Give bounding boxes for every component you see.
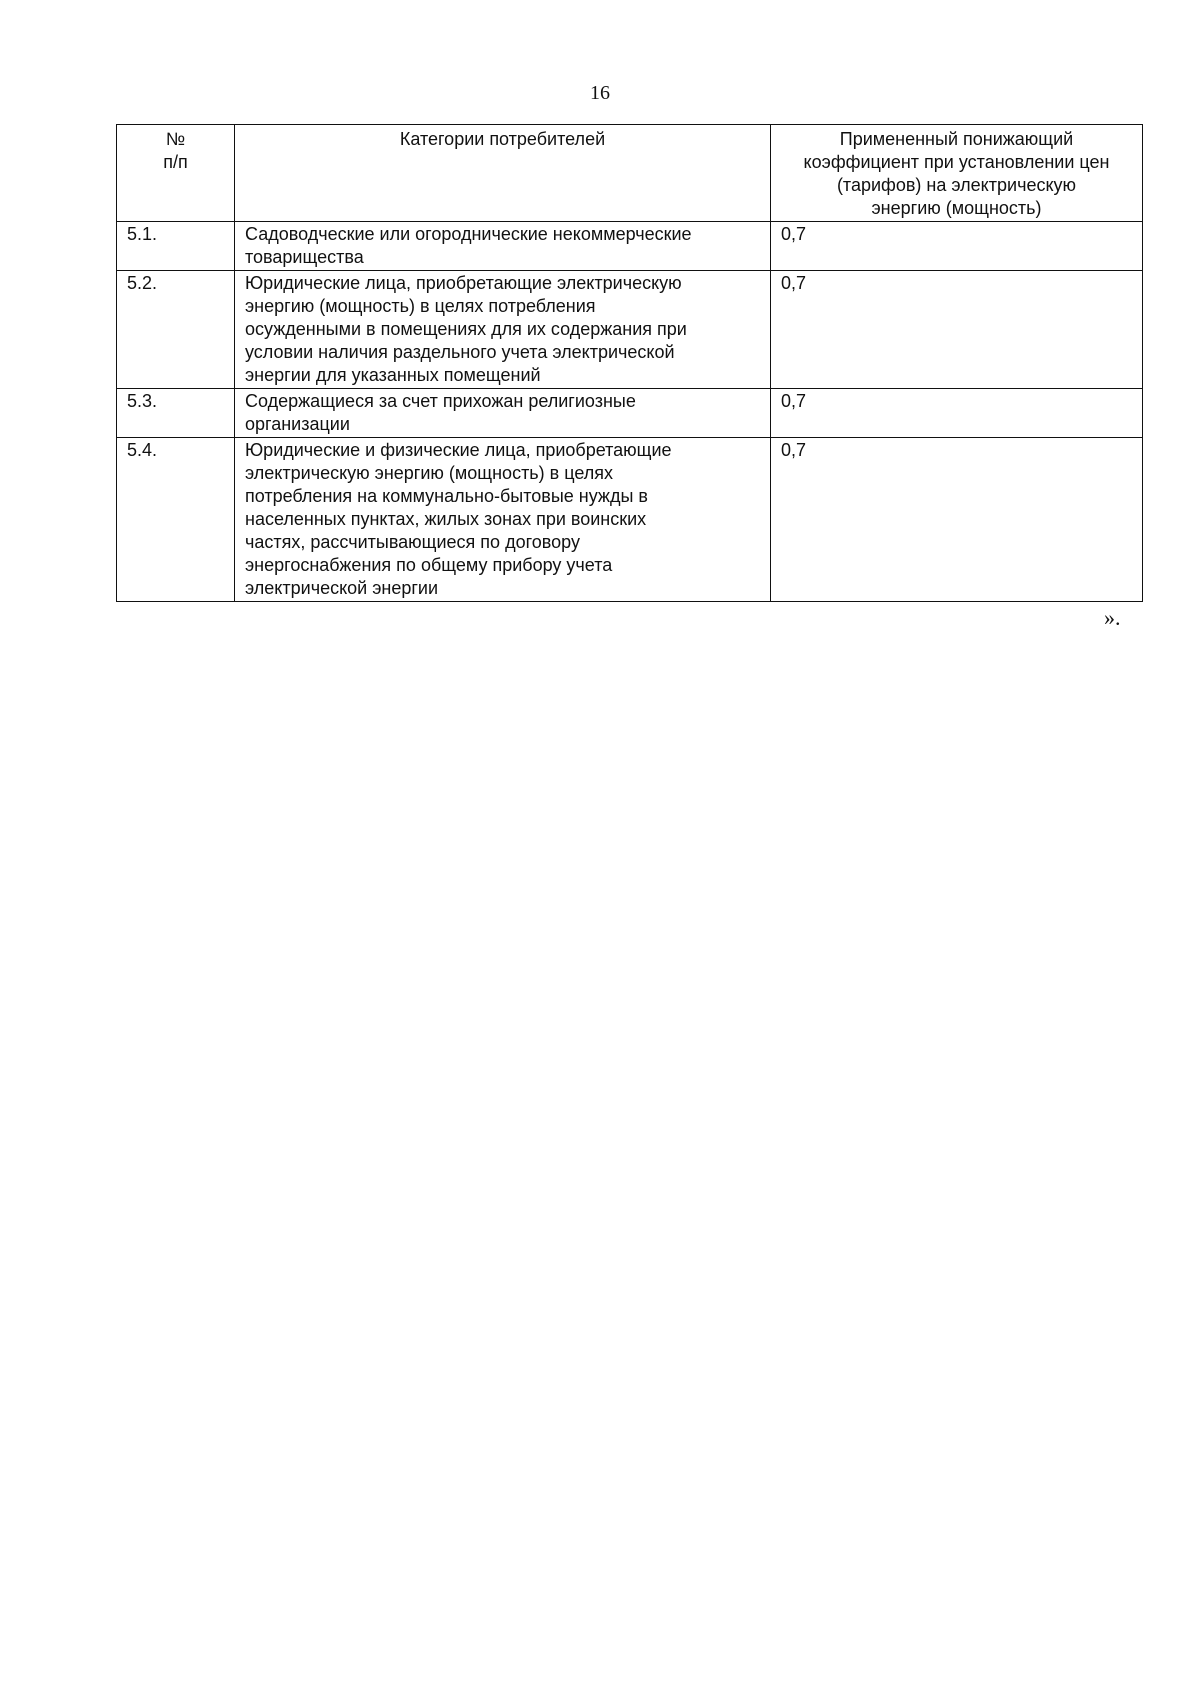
row-coefficient: 0,7 [781, 224, 807, 244]
row-category: Юридические и физические лица, приобретающие электрическую энергию (мощность) в целях потребления на коммунально-бытовые нужды в населенных пунктах, жилых зонах при воинских частях, рассчитывающиеся по договору энергоснабжения по общему прибору учета электрической энергии [245, 440, 672, 598]
table-row [117, 389, 1143, 438]
row-category: Юридические лица, приобретающие электрическую энергию (мощность) в целях потребления осужденными в помещениях для их содержания при условии наличия раздельного учета электрической энергии для указанных помещений [245, 273, 687, 385]
row-category-cell [235, 438, 771, 602]
tariff-coefficient-table [116, 124, 1143, 602]
row-number-cell [117, 438, 235, 602]
row-number-cell [117, 222, 235, 271]
row-category-cell [235, 222, 771, 271]
header-number [117, 125, 235, 222]
header-number-label: № п/п [163, 129, 188, 172]
row-coefficient: 0,7 [781, 273, 807, 293]
page-number: 16 [590, 82, 610, 104]
row-category: Садоводческие или огороднические некоммерческие товарищества [245, 224, 692, 267]
row-coefficient-cell [771, 222, 1143, 271]
row-coefficient: 0,7 [781, 391, 807, 411]
row-number-cell [117, 271, 235, 389]
row-coefficient-cell [771, 389, 1143, 438]
table-header-row [117, 125, 1143, 222]
row-coefficient-cell [771, 271, 1143, 389]
header-category [235, 125, 771, 222]
table-row [117, 271, 1143, 389]
row-category-cell [235, 271, 771, 389]
row-number: 5.2. [127, 273, 158, 293]
row-number-cell [117, 389, 235, 438]
row-coefficient-cell [771, 438, 1143, 602]
row-category: Содержащиеся за счет прихожан религиозные организации [245, 391, 636, 434]
row-category-cell [235, 389, 771, 438]
header-coefficient-label: Примененный понижающий коэффициент при установлении цен (тарифов) на электрическую энергию (мощность) [803, 129, 1110, 218]
table-row [117, 222, 1143, 271]
header-category-label: Категории потребителей [399, 129, 606, 149]
row-number: 5.4. [127, 440, 158, 460]
header-coefficient [771, 125, 1143, 222]
row-number: 5.1. [127, 224, 158, 244]
row-number: 5.3. [127, 391, 158, 411]
table-row [117, 438, 1143, 602]
closing-quote: ». [1104, 605, 1121, 630]
row-coefficient: 0,7 [781, 440, 807, 460]
